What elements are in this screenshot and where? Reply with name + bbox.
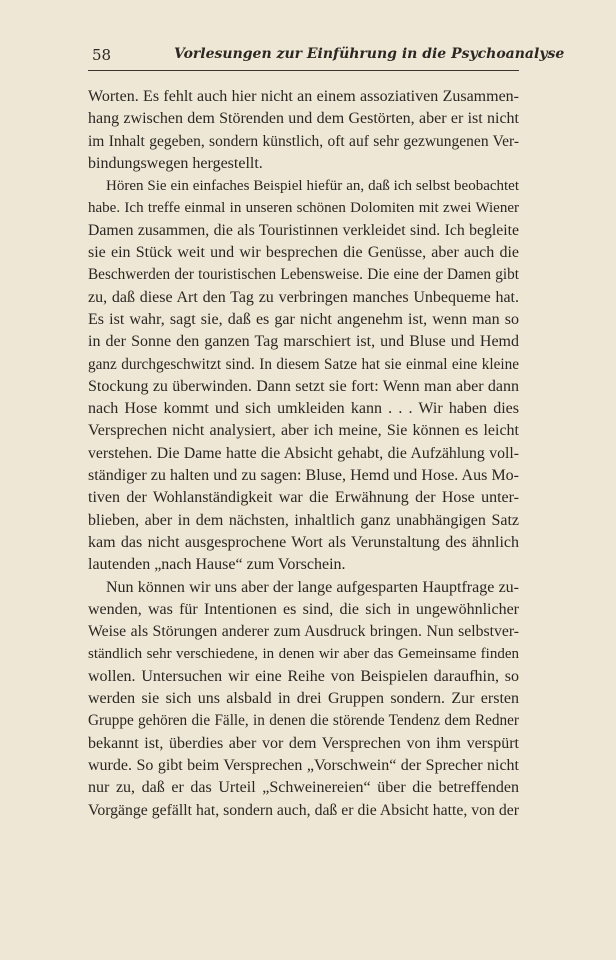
- text-line: Worten. Es fehlt auch hier nicht an einem assoziativen Zusammen-: [88, 88, 519, 105]
- paragraph: [88, 86, 519, 175]
- text-line: Stockung zu überwinden. Dann setzt sie fort: Wenn man aber dann: [88, 377, 519, 395]
- text-line: blieben, aber in dem nächsten, inhaltlich ganz unabhängigen Satz: [88, 511, 519, 529]
- text-line: verstehen. Die Dame hatte die Absicht gehabt, die Aufzählung voll-: [88, 444, 519, 462]
- text-line: Nun können wir uns aber der lange aufgesparten Hauptfrage zu-: [106, 578, 519, 596]
- running-title: Vorlesungen zur Einführung in die Psychoanalyse: [174, 46, 565, 62]
- body-text: [88, 86, 519, 822]
- text-line: nur zu, daß er das Urteil „Schweinereien“ über die betreffenden: [88, 779, 519, 797]
- paragraph: [88, 175, 519, 576]
- text-line: Damen zusammen, die als Touristinnen verkleidet sind. Ich begleite: [88, 221, 519, 239]
- text-line: Weise als Störungen anderer zum Ausdruck bringen. Nun selbstver-: [88, 623, 519, 641]
- text-line: Beschwerden der touristischen Lebensweise. Die eine der Damen gibt: [88, 266, 519, 284]
- text-line: tiven der Wohlanständigkeit war die Erwähnung der Hose unter-: [88, 489, 519, 507]
- page-number: 58: [92, 46, 112, 64]
- text-line: Versprechen nicht analysiert, aber ich meine, Sie können es leicht: [88, 422, 519, 440]
- text-line: bindungswegen hergestellt.: [88, 154, 263, 172]
- text-line: wenden, was für Intentionen es sind, die sich in ungewöhnlicher: [88, 600, 519, 618]
- text-line: wollen. Untersuchen wir eine Reihe von Beispielen daraufhin, so: [88, 667, 519, 685]
- text-line: Hören Sie ein einfaches Beispiel hiefür an, daß ich selbst beobachtet: [106, 178, 519, 195]
- text-line: wurde. So gibt beim Versprechen „Vorschwein“ der Sprecher nicht: [88, 756, 519, 774]
- text-line: habe. Ich treffe einmal in unseren schönen Dolomiten mit zwei Wiener: [88, 200, 519, 217]
- text-line: kam das nicht ausgesprochene Wort als Verunstaltung des ähnlich: [88, 533, 519, 551]
- paragraph: [88, 577, 519, 822]
- text-line: ständlich sehr verschiedene, in denen wir aber das Gemeinsame finden: [88, 646, 519, 663]
- text-line: lautenden „nach Hause“ zum Vorschein.: [88, 556, 346, 574]
- page-header: [92, 44, 565, 68]
- text-line: Gruppe gehören die Fälle, in denen die störende Tendenz dem Redner: [88, 712, 519, 730]
- text-line: in der Sonne den ganzen Tag marschiert ist, und Bluse und Hemd: [88, 333, 519, 351]
- text-line: sie ein Stück weit und wir besprechen die Genüsse, aber auch die: [88, 244, 519, 262]
- text-line: im Inhalt gegeben, sondern künstlich, oft auf sehr gezwungenen Ver-: [88, 132, 519, 150]
- text-line: ganz durchgeschwitzt sind. In diesem Satze hat sie einmal eine kleine: [88, 355, 519, 373]
- text-line: ständiger zu halten und zu sagen: Bluse, Hemd und Hose. Aus Mo-: [88, 467, 519, 485]
- header-rule: [88, 70, 519, 71]
- text-line: Vorgänge gefällt hat, sondern auch, daß er die Absicht hatte, von der: [88, 801, 519, 819]
- text-line: nach Hose kommt und sich umkleiden kann . . . Wir haben dies: [88, 400, 519, 418]
- text-line: Es ist wahr, sagt sie, daß es gar nicht angenehm ist, wenn man so: [88, 310, 519, 328]
- text-line: hang zwischen dem Störenden und dem Gestörten, aber er ist nicht: [88, 110, 519, 128]
- text-line: zu, daß diese Art den Tag zu verbringen manches Unbequeme hat.: [88, 288, 519, 306]
- text-line: werden sie sich uns alsbald in drei Gruppen sondern. Zur ersten: [88, 690, 519, 708]
- text-line: bekannt ist, überdies aber vor dem Versprechen von ihm verspürt: [88, 734, 519, 752]
